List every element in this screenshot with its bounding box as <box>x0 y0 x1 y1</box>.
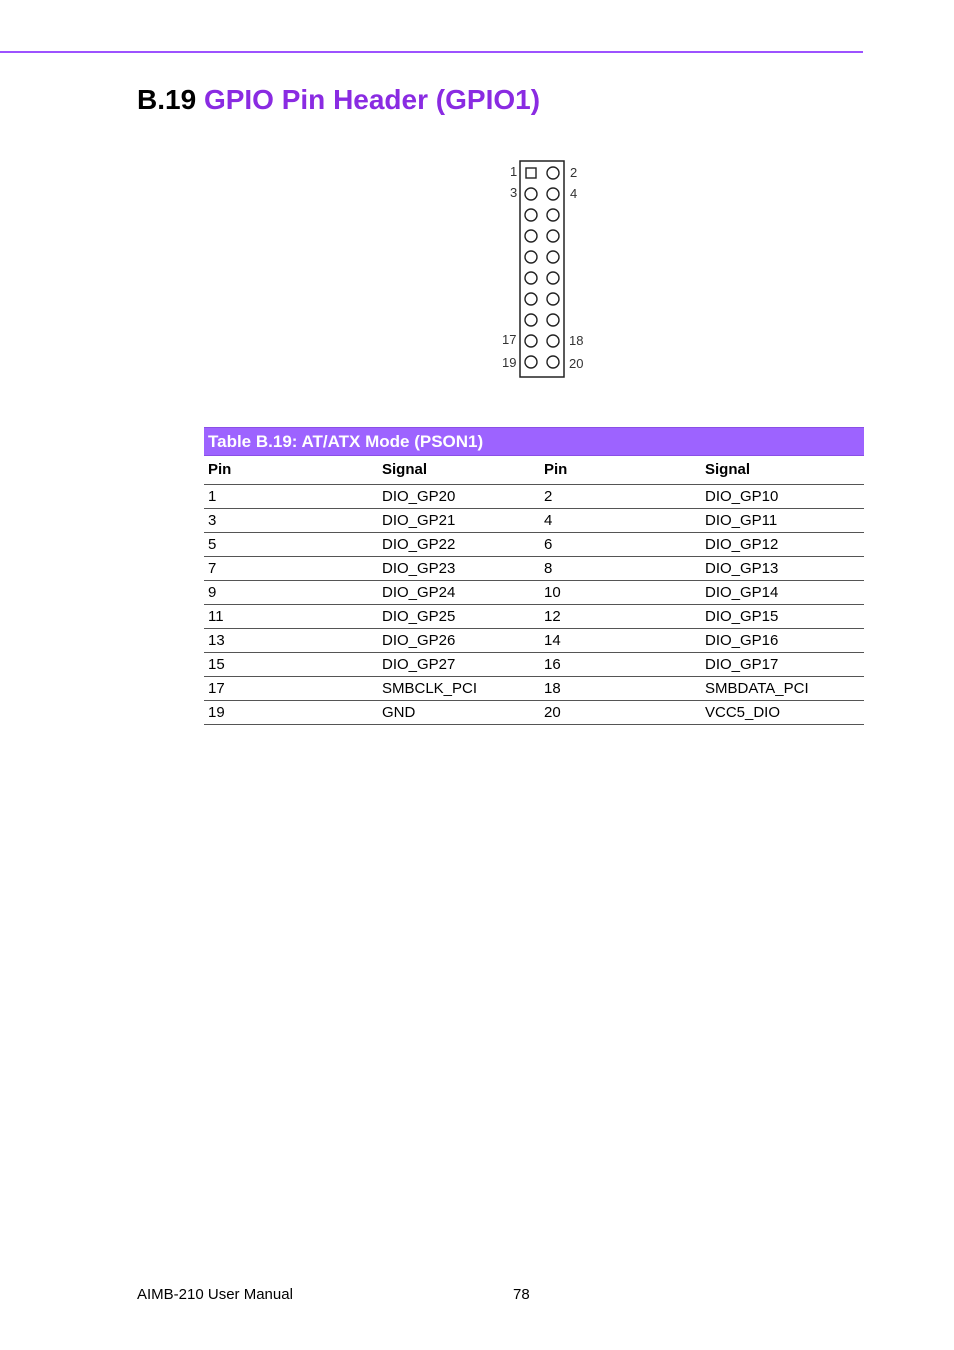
pin-label-20: 20 <box>569 356 584 371</box>
section-title: GPIO Pin Header (GPIO1) <box>203 84 541 115</box>
cell-signal: DIO_GP26 <box>378 629 540 653</box>
cell-signal: DIO_GP11 <box>701 509 864 533</box>
cell-pin: 17 <box>204 677 378 701</box>
cell-pin: 8 <box>540 557 701 581</box>
cell-signal: DIO_GP27 <box>378 653 540 677</box>
pin-label-2: 2 <box>570 165 578 180</box>
cell-pin: 9 <box>204 581 378 605</box>
pin-circle <box>547 251 559 263</box>
pin-table <box>204 456 864 725</box>
cell-signal: SMBCLK_PCI <box>378 677 540 701</box>
cell-pin: 12 <box>540 605 701 629</box>
cell-signal: DIO_GP22 <box>378 533 540 557</box>
table-caption: Table B.19: AT/ATX Mode (PSON1) <box>204 427 864 456</box>
pin-grid <box>525 167 559 368</box>
pin-circle <box>547 209 559 221</box>
cell-signal: GND <box>378 701 540 725</box>
pin-circle <box>547 293 559 305</box>
pin-circle <box>525 293 537 305</box>
pin-circle <box>547 230 559 242</box>
cell-signal: DIO_GP25 <box>378 605 540 629</box>
pin-circle <box>525 251 537 263</box>
cell-pin: 14 <box>540 629 701 653</box>
cell-pin: 18 <box>540 677 701 701</box>
cell-signal: SMBDATA_PCI <box>701 677 864 701</box>
header-pin: Pin <box>540 456 701 485</box>
cell-pin: 4 <box>540 509 701 533</box>
cell-signal: DIO_GP24 <box>378 581 540 605</box>
cell-signal: DIO_GP10 <box>701 485 864 509</box>
cell-signal: DIO_GP16 <box>701 629 864 653</box>
table-row <box>204 677 864 701</box>
pin-circle <box>525 356 537 368</box>
section-heading <box>137 82 540 118</box>
pin-square-marker <box>526 168 536 178</box>
cell-pin: 19 <box>204 701 378 725</box>
table-row <box>204 533 864 557</box>
pin-label-1: 1 <box>510 164 518 179</box>
footer-page-number: 78 <box>513 1286 530 1303</box>
cell-pin: 6 <box>540 533 701 557</box>
cell-pin: 13 <box>204 629 378 653</box>
pin-label-17: 17 <box>502 332 517 347</box>
table-row <box>204 605 864 629</box>
pin-assignment-table <box>204 427 864 725</box>
cell-pin: 20 <box>540 701 701 725</box>
cell-signal: DIO_GP12 <box>701 533 864 557</box>
table-row <box>204 701 864 725</box>
pin-circle <box>547 335 559 347</box>
cell-pin: 15 <box>204 653 378 677</box>
pin-label-3: 3 <box>510 185 518 200</box>
cell-signal: DIO_GP14 <box>701 581 864 605</box>
cell-signal: VCC5_DIO <box>701 701 864 725</box>
cell-pin: 5 <box>204 533 378 557</box>
cell-signal: DIO_GP15 <box>701 605 864 629</box>
footer-manual-title: AIMB-210 User Manual <box>137 1286 293 1303</box>
gpio-pin-header-diagram <box>498 158 590 380</box>
pin-label-18: 18 <box>569 333 584 348</box>
section-number: B.19 <box>137 84 197 115</box>
pin-circle <box>547 356 559 368</box>
cell-pin: 2 <box>540 485 701 509</box>
pin-circle <box>525 188 537 200</box>
pin-header-svg <box>498 158 590 380</box>
table-row <box>204 509 864 533</box>
header-pin: Pin <box>204 456 378 485</box>
cell-pin: 7 <box>204 557 378 581</box>
table-row <box>204 581 864 605</box>
pin-circle <box>525 230 537 242</box>
header-signal: Signal <box>378 456 540 485</box>
pin-circle <box>547 272 559 284</box>
table-row <box>204 557 864 581</box>
cell-pin: 3 <box>204 509 378 533</box>
table-row <box>204 653 864 677</box>
pin-circle <box>547 314 559 326</box>
table-row <box>204 485 864 509</box>
pin-circle <box>525 314 537 326</box>
cell-pin: 16 <box>540 653 701 677</box>
cell-signal: DIO_GP13 <box>701 557 864 581</box>
pin-circle <box>547 188 559 200</box>
cell-signal: DIO_GP21 <box>378 509 540 533</box>
cell-pin: 11 <box>204 605 378 629</box>
pin-circle <box>547 167 559 179</box>
pin-circle <box>525 335 537 347</box>
header-rule <box>0 51 863 53</box>
pin-label-4: 4 <box>570 186 578 201</box>
pin-label-19: 19 <box>502 355 517 370</box>
cell-signal: DIO_GP17 <box>701 653 864 677</box>
cell-signal: DIO_GP20 <box>378 485 540 509</box>
table-header-row <box>204 456 864 485</box>
table-body <box>204 485 864 725</box>
pin-circle <box>525 272 537 284</box>
pin-circle <box>525 209 537 221</box>
cell-signal: DIO_GP23 <box>378 557 540 581</box>
cell-pin: 1 <box>204 485 378 509</box>
header-signal: Signal <box>701 456 864 485</box>
table-row <box>204 629 864 653</box>
cell-pin: 10 <box>540 581 701 605</box>
